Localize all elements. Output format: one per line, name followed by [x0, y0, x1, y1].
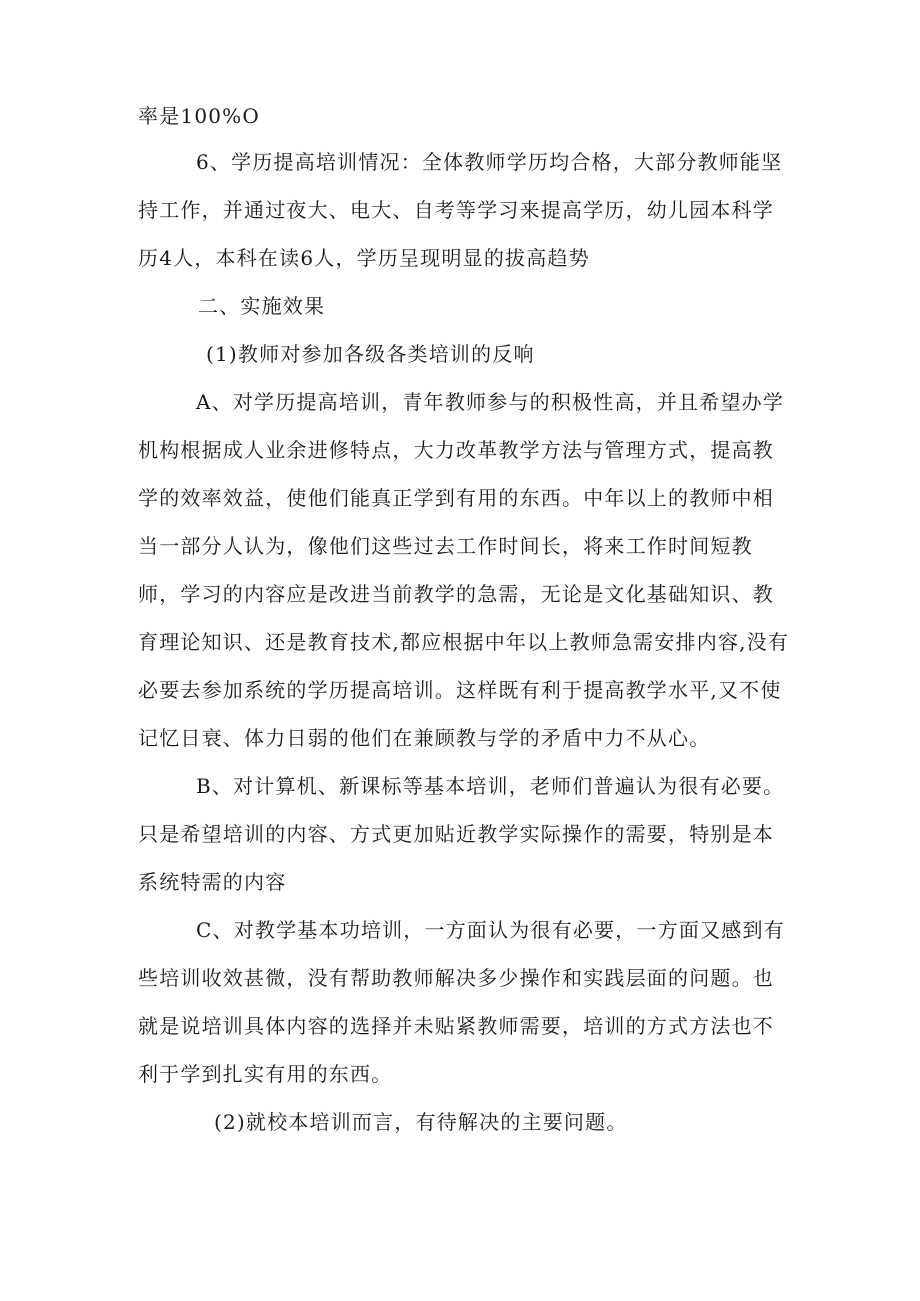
paragraph-education-training: 6、学历提高培训情况：全体教师学历均合格，大部分教师能坚持工作，并通过夜大、电大、自考等学习来提高学历，幼儿园本科学历4人，本科在读6人，学历呈现明显的拔高趋势 [138, 150, 783, 270]
paragraph-a-degree-training: A、对学历提高培训，青年教师参与的积极性高，并且希望办学机构根据成人业余进修特点，大力改革教学方法与管理方式，提高教学的效率效益，使他们能真正学到有用的东西。中年以上的教师中相当一部分人认为，像他们这些过去工作时间长，将来工作时间短教师，学习的内容应是改进当前教学的急需，无论是文化基础知识、教育理论知识、还是教育技术,都应根据中年以上教师急需安排内容,没有必要去参加系统的学历提高培训。这样既有利于提高教学水平,又不使记忆日衰、体力日弱的他们在兼顾教与学的矛盾中力不从心。 [138, 390, 790, 750]
section-heading-implementation-effect: 二、实施效果 [198, 294, 326, 318]
subheading-school-training-issues: (2)就校本培训而言，有待解决的主要问题。 [214, 1110, 628, 1134]
paragraph-b-basic-training: B、对计算机、新课标等基本培训，老师们普遍认为很有必要。只是希望培训的内容、方式更加贴近教学实际操作的需要，特别是本系统特需的内容 [138, 774, 785, 894]
paragraph-c-skills-training: C、对教学基本功培训，一方面认为很有必要，一方面又感到有些培训收效甚微，没有帮助教师解决多少操作和实践层面的问题。也就是说培训具体内容的选择并未贴紧教师需要，培训的方式方法也不利于学到扎实有用的东西。 [138, 918, 785, 1086]
paragraph-rate-line: 率是100%O [138, 104, 260, 128]
subheading-teacher-feedback: (1)教师对参加各级各类培训的反响 [206, 342, 535, 366]
